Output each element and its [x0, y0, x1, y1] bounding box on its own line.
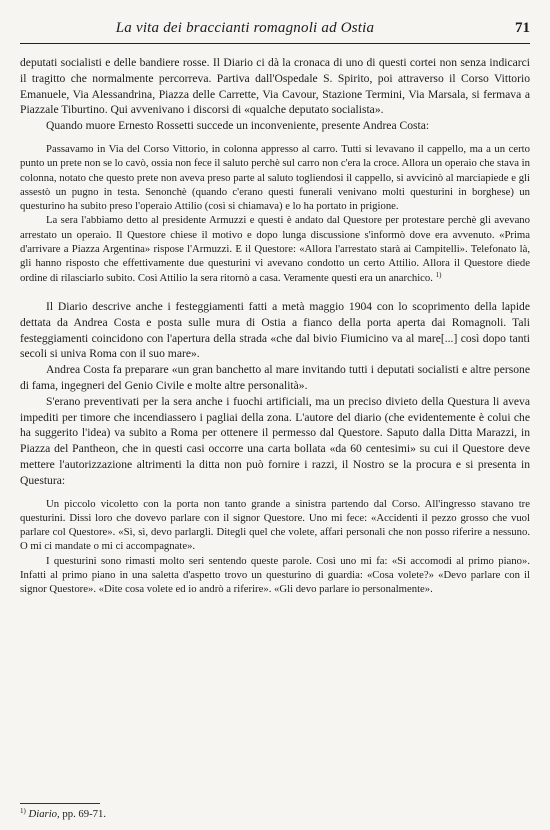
paragraph: Il Diario descrive anche i festeggiamenti fatti a metà maggio 1904 con lo scoprimento della lapide dettata da Andrea Costa e posta sulle mura di Ostia a fianco della porta aperta dai Romagnoli. Tali festeggiamenti coincidono con l'apertura della strada «che dal bivio Fiumicino va al mare[...] così dopo tanti secoli si univa Roma con il suo mare».	[20, 299, 530, 361]
quote-paragraph: I questurini sono rimasti molto seri sentendo queste parole. Così uno mi fa: «Si accomodi al primo piano». Infatti al primo piano in una saletta d'aspetto trovo un questurino di guardia: «Cosa volete?» «Devo parlare con il signor Questore». «Dite cosa volete ed io andrò a riferire». «Gli devo parlare io personalmente».	[20, 554, 530, 596]
running-title: La vita dei braccianti romagnoli ad Ostia	[115, 20, 375, 36]
spacer	[20, 489, 530, 497]
quote-paragraph: Passavamo in Via del Corso Vittorio, in colonna appresso al carro. Tutti si levavano il cappello, ma a un certo punto un prete non se lo cavò, ossia non fece il saluto perchè sul carro non c'era la croce. Allora un operaio che stava in colonna, notato che questo prete non aveva preso parte al saluto togliendosi il cappello, si avvicinò al marciapiede e gli assestò un pugno in testa. Senonchè (quando c'erano questi funerali venivano molti questurini in borghese) un questurino ha subito preso l'operaio Attilio (così si chiamava) e lo ha portato in prigione.	[20, 142, 530, 213]
footnote-reference: 1)	[435, 270, 442, 279]
footnote-marker: 1)	[20, 807, 26, 815]
header-rule	[20, 43, 530, 44]
quote-text: La sera l'abbiamo detto al presidente Armuzzi e questi è andato dal Questore per protestare perchè gli avevano arrestato un operaio. Il Questore chiese il motivo e dopo lunga discussione s'informò dove era avvenuto. «Prima d'arrivare a Piazza Argentina» rispose l'Armuzzi. E il Questore: «Allora l'arrestato starà ai Campitelli». Telefonato là, gli hanno risposto che effettivamente due questurini vi avevano condotto un certo Attilio. Allora il Questore diede ordine di rilasciarlo subito. Così Attilio la sera ritornò a casa. Veramente questi era un anarchico.	[20, 214, 530, 284]
paragraph: Andrea Costa fa preparare «un gran banchetto al mare invitando tutti i deputati socialisti e altre persone di fama, ingegneri del Genio Civile e molte altre personalità».	[20, 363, 530, 392]
page-header	[20, 18, 530, 44]
footnote-pages: pp. 69-71.	[62, 808, 107, 820]
footnote-rule	[20, 803, 100, 804]
spacer	[20, 285, 530, 299]
footnote-source: Diario,	[28, 808, 60, 820]
paragraph: deputati socialisti e delle bandiere rosse. Il Diario ci dà la cronaca di uno di questi cortei non senza indicarci il tragitto che normalmente percorreva. Partiva dall'Ospedale S. Spirito, poi attraverso il Corso Vittorio Emanuele, Via Alessandrina, Piazza delle Carrette, Via Cavour, Stazione Termini, Via Marsala, si fermava a Piazzale Tiburtino. Qui avvenivano i discorsi di «qualche deputato socialista».	[20, 56, 530, 117]
footnote	[20, 808, 530, 820]
quote-paragraph	[20, 213, 530, 284]
spacer	[20, 134, 530, 142]
quote-paragraph: Un piccolo vicoletto con la porta non tanto grande a sinistra partendo dal Corso. All'ingresso stavano tre questurini. Dissi loro che dovevo parlare con il signor Questore. Uno mi fece: «Accidenti il pezzo grosso che vuol parlare col Questore». «Sì, sì, devo parlargli. Ditegli quel che volete, affari personali che non posso riferire a nessuno. O mi ci mandate o mi ci accompagnate».	[20, 497, 530, 553]
paragraph: Quando muore Ernesto Rossetti succede un inconveniente, presente Andrea Costa:	[46, 119, 430, 133]
paragraph: S'erano preventivati per la sera anche i fuochi artificiali, ma un preciso divieto della Questura li aveva impediti per timore che incendiassero i pagliai della zona. L'autore del diario (che evidentemente è colui che ha suggerito l'idea) va subito a Roma per ottenere il permesso dal Questore. Saputo dalla Ditta Marazzi, in Piazza del Pantheon, che in questi casi occorre una carta bollata «da 60 centesimi» su cui il Questore deve mettere l'autorizzazione altrimenti la ditta non può fornire i razzi, il Nostro se la procura e si presenta in Questura:	[20, 394, 530, 487]
body-text	[20, 55, 530, 597]
page-number: 71	[515, 20, 530, 36]
